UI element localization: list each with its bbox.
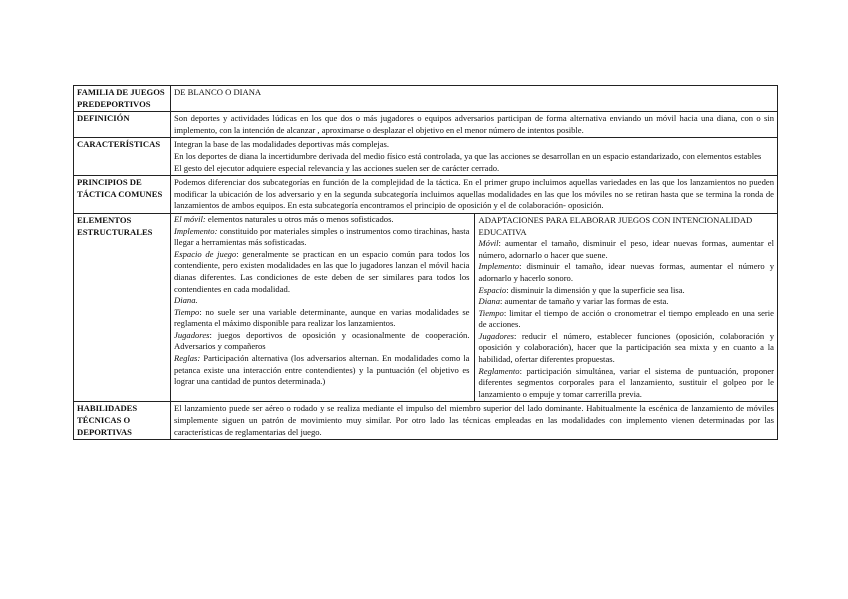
row-caracteristicas [74,138,778,176]
item-term: Jugadores [478,330,514,341]
structural-item [174,295,470,307]
adaptaciones-title: ADAPTACIONES PARA ELABORAR JUEGOS CON INTENCIONALIDAD EDUCATIVA [478,214,753,237]
value-habilidades: El lanzamiento puede ser aéreo o rodado y se realiza mediante el impulso del miembro superior del lado dominante. Habitualmente la escénica de lanzamiento de móviles simplemente siguen un patrón de movimiento muy similar. Por otro lado las técnicas empleadas en las modalidades con implemento vienen determinadas por las características de reglamentarias del juego. [171,402,778,440]
item-text: : juegos deportivos de oposición y ocasionalmente de cooperación. Adversarios y compañeros [174,329,470,352]
item-term: Reglamento [478,365,520,376]
value-elementos [171,213,778,402]
structural-item [479,238,775,261]
item-term: Tiempo [174,306,200,317]
value-familia: DE BLANCO O DIANA [171,86,778,112]
caracteristicas-line: El gesto del ejecutor adquiere especial relevancia y las acciones suelen ser de carácter cerrado. [174,162,500,173]
structural-item [174,353,470,388]
item-text: : aumentar el tamaño, disminuir el peso, idear nuevas formas, aumentar el número, adornarlo o hacer que suene. [478,238,774,260]
structural-item [479,308,775,331]
structural-item [479,366,775,401]
item-text: elementos naturales u otros más o menos sofisticados. [205,213,394,224]
games-table [73,85,778,440]
adaptaciones-list [475,214,778,402]
item-text: : participación simultánea, variar el sistema de puntuación, proponer diferentes segmentos corporales para el lanzamiento, sustituir el golpeo por le lanzamiento o empuje y tomar carrerilla previa. [478,365,774,399]
item-text: : disminuir el tamaño, idear nuevas formas, aumentar el número y adornarlo y hacerlo sonoro. [478,261,774,283]
item-term: El móvil: [174,213,206,224]
item-text: : limitar el tiempo de acción o cronometrar el tiempo empleado en una serie de acciones. [478,307,774,330]
adaptaciones-items [479,238,775,400]
item-text: : no suele ser una variable determinante, aunque en varias modalidades se reglamenta el máximo disponible para realizar los lanzamientos. [174,306,470,329]
value-principios: Podemos diferenciar dos subcategorías en función de la complejidad de la táctica. En el primer grupo incluimos aquellas variedades en las que los lanzamientos no pueden modificar la ubicación de los adversario y en la segunda subcategoría incluimos aquellas modalidades en las que los móviles no se retiran hasta que se termina la ronda de lanzamientos de ambos equipos. En esta subcategoría encontramos el principio de oposición y el de colaboración- oposición. [171,176,778,214]
item-term: Espacio [478,284,507,295]
item-text: Participación alternativa (los adversarios alternan. En modalidades como la petanca existe una interacción entre contendientes) y la puntuación (el objetivo es lograr una cantidad de puntos determinada.) [174,353,470,387]
item-term: Diana. [174,295,198,306]
item-term: Móvil [478,238,499,249]
value-definicion: Son deportes y actividades lúdicas en los que dos o más jugadores o equipos adversarios participan de forma alternativa enviando un móvil hacia una diana, con o sin implemento, con la intención de alcanzar , aproximarse o desplazar el objetivo en el menor número de intentos posible. [171,112,778,138]
elementos-list [171,213,475,403]
item-text: : generalmente se practican en un espacio común para todos los contendiente, pero existen modalidades en las que lo jugadores lanzan el móvil hacia dianas diferentes. Las condiciones de este deben de ser similares para todos los contendientes en cada modalidad. [174,248,470,294]
item-term: Tiempo [478,307,504,318]
row-elementos [74,213,778,402]
value-caracteristicas [171,138,778,176]
label-familia: FAMILIA DE JUEGOS PREDEPORTIVOS [74,86,171,112]
item-term: Implemento [478,261,520,272]
label-definicion: DEFINICIÓN [74,112,171,138]
row-habilidades [74,402,778,440]
structural-item [174,226,470,249]
item-term: Reglas: [174,353,201,364]
caracteristicas-line: Integran la base de las modalidades deportivas más complejas. [174,139,390,150]
label-habilidades: HABILIDADES TÉCNICAS O DEPORTIVAS [74,402,171,440]
item-text: : disminuir la dimensión y que la superficie sea lisa. [506,284,685,295]
row-principios [74,176,778,214]
structural-item [174,307,470,330]
structural-item [174,249,470,295]
structural-item [479,285,775,297]
label-principios: PRINCIPIOS DE TÁCTICA COMUNES [74,176,171,214]
item-text: : aumentar de tamaño y variar las formas de esta. [499,296,669,307]
label-caracteristicas: CARACTERÍSTICAS [74,138,171,176]
label-elementos: ELEMENTOS ESTRUCTURALES [74,213,171,402]
structural-item [479,331,775,366]
row-definicion [74,112,778,138]
item-term: Jugadores [174,329,210,340]
structural-item [174,214,470,226]
item-text: constituido por materiales simples o instrumentos como tirachinas, hasta llegar a herramientas más sofisticadas. [174,225,470,248]
structural-item [479,261,775,284]
item-term: Espacio de juego [174,248,237,259]
structural-item [174,330,470,353]
row-familia [74,86,778,112]
item-text: : reducir el número, establecer funciones (oposición, colaboración y oposición y colaboración), hacer que la participación sea mixta y en cuanto a la habilidad, ofertar diferentes propuestas. [478,330,774,365]
item-term: Diana [478,296,500,307]
item-term: Implemento: [174,225,218,236]
caracteristicas-line: En los deportes de diana la incertidumbre derivada del medio físico está controlada, ya que las acciones se desarrollan en un espacio estandarizado, con elementos estables [174,150,762,161]
structural-item [479,296,775,308]
